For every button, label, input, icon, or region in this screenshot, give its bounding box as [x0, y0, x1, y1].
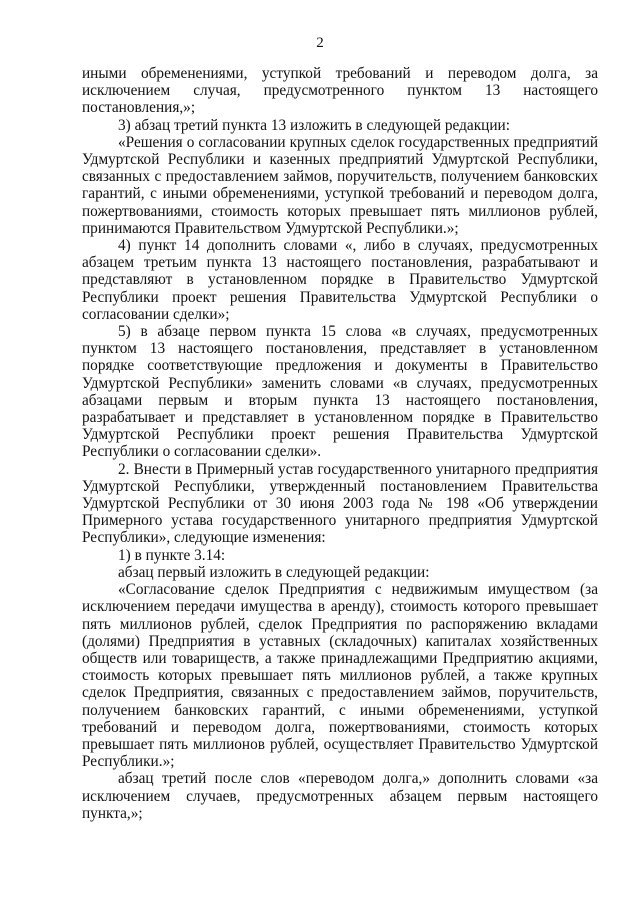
- paragraph: 1) в пункте 3.14:: [118, 546, 226, 564]
- paragraph: абзац третий после слов «переводом долга,» дополнить словами «за исключением случаев, предусмотренных абзацем первым настоящего пункта,»;: [82, 770, 598, 822]
- paragraph: 3) абзац третий пункта 13 изложить в следующей редакции:: [118, 116, 510, 134]
- paragraph: иными обременениями, уступкой требований и переводом долга, за исключением случая, предусмотренного пунктом 13 настоящего постановления,»;: [82, 65, 598, 117]
- document-body: [82, 65, 598, 822]
- page-number: 2: [316, 35, 324, 51]
- paragraph: 5) в абзаце первом пункта 15 слова «в случаях, предусмотренных пунктом 13 настоящего постановления, представляет в установленном порядке соответствующие предложения и документы в Правительство Удмуртской Республики» заменить словами «в случаях, предусмотренных абзацами первым и вторым пункта 13 настоящего постановления, разрабатывает и представляет в установленном порядке в Правительство Удмуртской Республики проект решения Правительства Удмуртской Республики о согласовании сделки».: [82, 323, 598, 461]
- paragraph: «Согласование сделок Предприятия с недвижимым имуществом (за исключением передачи имущества в аренду), стоимость которого превышает пять миллионов рублей, сделок Предприятия по распоряжению вкладами (долями) Предприятия в уставных (складочных) капиталах хозяйственных обществ или товариществ, а также принадлежащими Предприятию акциями, стоимость которых превышает пять миллионов рублей, а также крупных сделок Предприятия, связанных с предоставлением займов, поручительств, получением банковских гарантий, с иными обременениями, уступкой требований и переводом долга, пожертвованиями, стоимость которых превышает пять миллионов рублей, осуществляет Правительство Удмуртской Республики.»;: [82, 581, 598, 771]
- paragraph: абзац первый изложить в следующей редакции:: [118, 563, 430, 581]
- paragraph: 4) пункт 14 дополнить словами «, либо в случаях, предусмотренных абзацем третьим пункта 13 настоящего постановления, разрабатывают и представляют в установленном порядке в Правительство Удмуртской Республики проект решения Правительства Удмуртской Республики о согласовании сделки»;: [82, 237, 598, 323]
- paragraph: 2. Внести в Примерный устав государственного унитарного предприятия Удмуртской Республики, утвержденный постановлением Правительства Удмуртской Республики от 30 июня 2003 года № 198 «Об утверждении Примерного устава государственного унитарного предприятия Удмуртской Республики», следующие изменения:: [82, 460, 598, 547]
- paragraph: «Решения о согласовании крупных сделок государственных предприятий Удмуртской Республики и казенных предприятий Удмуртской Республики, связанных с предоставлением займов, поручительств, получением банковских гарантий, с иными обременениями, уступкой требований и переводом долга, пожертвованиями, стоимость которых превышает пять миллионов рублей, принимаются Правительством Удмуртской Республики.»;: [82, 133, 598, 237]
